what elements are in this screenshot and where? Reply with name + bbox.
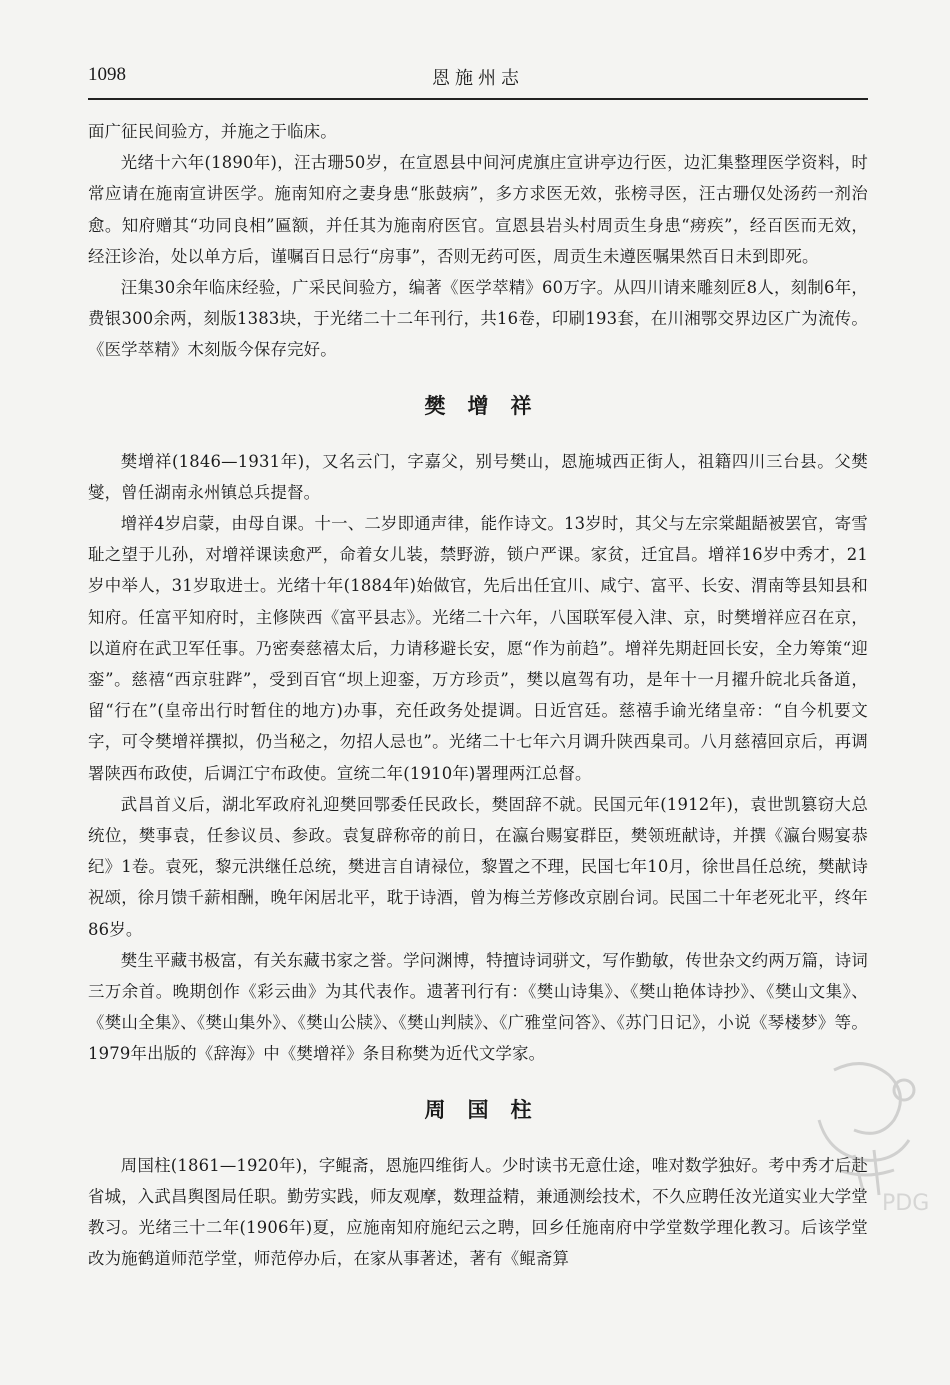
paragraph: 樊生平藏书极富，有关东藏书家之誉。学问渊博，特擅诗词骈文，写作勤敏，传世杂文约两万篇，诗词三万余首。晚期创作《彩云曲》为其代表作。遗著刊行有：《樊山诗集》、《樊山艳体诗抄》、《樊山文集》、《樊山全集》、《樊山集外》、《樊山公牍》、《樊山判牍》、《广雅堂问答》、《苏门日记》，小说《琴楼梦》等。1979年出版的《辞海》中《樊增祥》条目称樊为近代文学家。 — [88, 950, 868, 1064]
paragraph: 周国柱(1861—1920年)，字鲲斋，恩施四维街人。少时读书无意仕途，唯对数学独好。考中秀才后赴省城，入武昌舆图局任职。勤劳实践，师友观摩，数理益精，兼通测绘技术，不久应聘任汝光道实业大学堂教习。光绪三十二年(1906年)夏，应施南知府施纪云之聘，回乡任施南府中学堂数学理化教习。后该学堂改为施鹤道师范学堂，师范停办后，在家从事著述，著有《鲲斋算 — [88, 1155, 868, 1269]
running-header — [88, 64, 868, 94]
watermark-stamp — [794, 1050, 944, 1220]
paragraph: 武昌首义后，湖北军政府礼迎樊回鄂委任民政长，樊固辞不就。民国元年(1912年)，袁世凯篡窃大总统位，樊事袁，任参议员、参政。袁复辟称帝的前日，在瀛台赐宴群臣，樊领班献诗，并撰《瀛台赐宴恭纪》1卷。袁死，黎元洪继任总统，樊进言自请禄位，黎置之不理，民国七年10月，徐世昌任总统，樊献诗祝颂，徐月馈千薪相酬，晚年闲居北平，耽于诗酒，曾为梅兰芳修改京剧台词。民国二十年老死北平，终年86岁。 — [88, 794, 868, 939]
paragraph: 增祥4岁启蒙，由母自课。十一、二岁即通声律，能作诗文。13岁时，其父与左宗棠龃龉被罢官，寄雪耻之望于儿孙，对增祥课读愈严，命着女儿装，禁野游，锁户严课。家贫，迁宜昌。增祥16岁中秀才，21岁中举人，31岁取进士。光绪十年(1884年)始做官，先后出任宜川、咸宁、富平、长安、渭南等县知县和知府。任富平知府时，主修陕西《富平县志》。光绪二十六年，八国联军侵入津、京，时樊增祥应召在京，以道府在武卫军任事。乃密奏慈禧太后，力请移避长安，愿“作为前趋”。增祥先期赶回长安，全力筹策“迎銮”。慈禧“西京驻跸”，受到百官“坝上迎銮，万方珍贡”，樊以扈驾有功，是年十一月擢升皖北兵备道，留“行在”(皇帝出行时暂住的地方)办事，充任政务处提调。日近宫廷。慈禧手谕光绪皇帝：“自今机要文字，可令樊增祥撰拟，仍当秘之，勿招人忌也”。光绪二十七年六月调升陕西臬司。八月慈禧回京后，再调署陕西布政使，后调江宁布政使。宣统二年(1910年)署理两江总督。 — [88, 514, 868, 783]
page-body — [88, 116, 868, 1275]
header-rule — [88, 98, 868, 100]
paragraph: 光绪十六年(1890年)，汪古珊50岁，在宣恩县中间河虎旗庄宣讲亭边行医，边汇集整理医学资料，时常应请在施南宣讲医学。施南知府之妻身患“胀鼓病”，多方求医无效，张榜寻医，汪古珊仅处汤药一剂治愈。知府赠其“功同良相”匾额，并任其为施南府医官。宣恩县岩头村周贡生身患“痨疾”，经百医而无效，经汪诊治，处以单方后，谨嘱百日忌行“房事”，否则无药可医，周贡生未遵医嘱果然百日未到即死。 — [88, 153, 868, 266]
section-heading-fan-zengxiang: 樊增祥 — [424, 392, 554, 418]
page-number: 1098 — [88, 64, 126, 85]
book-title: 恩施州志 — [432, 68, 524, 89]
watermark-text: PDG — [882, 1191, 930, 1216]
paragraph: 汪集30余年临床经验，广采民间验方，编著《医学萃精》60万字。从四川请来雕刻匠8人，刻制6年，费银300余两，刻版1383块，于光绪二十二年刊行，共16卷，印刷193套，在川湘鄂交界边区广为流传。《医学萃精》木刻版今保存完好。 — [88, 278, 868, 360]
paragraph: 樊增祥(1846—1931年)，又名云门，字嘉父，别号樊山，恩施城西正街人，祖籍四川三台县。父樊燮，曾任湖南永州镇总兵提督。 — [88, 451, 868, 502]
section-heading-zhou-guozhu: 周国柱 — [424, 1096, 554, 1122]
paragraph-continued: 面广征民间验方，并施之于临床。 — [88, 122, 337, 141]
